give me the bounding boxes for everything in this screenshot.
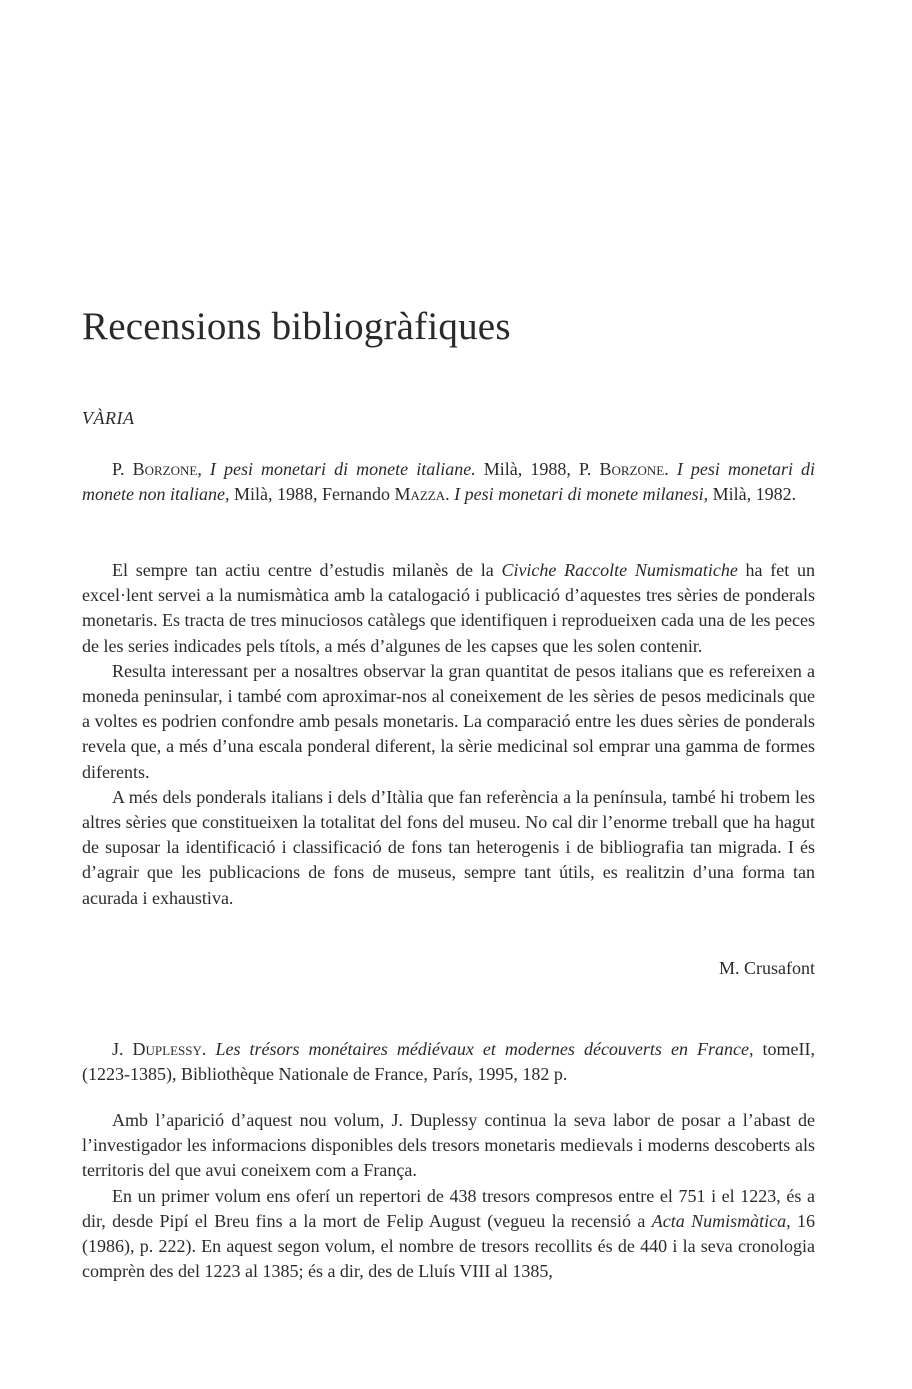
paragraph: Amb l’aparició d’aquest nou volum, J. Duplessy continua la seva labor de posar a l’abast de l’investigador les informacions disponibles dels tresors monetaris medievals i moderns descoberts als territoris del que avui coneixem com a França. (82, 1110, 815, 1181)
page-title: Recensions bibliogràfiques (82, 305, 511, 348)
review-2-reference (82, 1037, 815, 1087)
section-label: VÀRIA (82, 408, 135, 428)
paragraph: En un primer volum ens oferí un repertori de 438 tresors compresos entre el 751 i el 1223, és a dir, desde Pipí el Breu fins a la mort de Felip August (vegueu la recensió a Acta Numismàtica, 16 (1986), p. 222). En aquest segon volum, el nombre de tresors recollits és de 440 i la seva cronologia comprèn des del 1223 al 1385; és a dir, des de Lluís VIII al 1385, (82, 1185, 815, 1282)
reference-text: J. Duplessy. Les trésors monétaires médiévaux et modernes découverts en France, tomeII, (1223-1385), Bibliothèque Nationale de France, París, 1995, 182 p. (82, 1039, 815, 1085)
paragraph: El sempre tan actiu centre d’estudis milanès de la Civiche Raccolte Numismatiche ha fet un excel·lent servei a la numismàtica amb la catalogació i publicació d’aquestes tres sèries de ponderals monetaris. Es tracta de tres minuciosos catàlegs que identifiquen i reprodueixen cada una de les peces de les series indicades pels títols, a més d’algunes de les capses que les solen contenir. (82, 560, 815, 656)
reference-text: P. Borzone, I pesi monetari di monete italiane. Milà, 1988, P. Borzone. I pesi monetari di monete non italiane, Milà, 1988, Fernando Mazza. I pesi monetari di monete milanesi, Milà, 1982. (82, 459, 816, 505)
paragraph: A més dels ponderals italians i dels d’Itàlia que fan referència a la península, també hi trobem les altres sèries que constitueixen la totalitat del fons del museu. No cal dir l’enorme treball que ha hagut de suposar la identificació i classificació de fons tan heterogenis i de bibliografia tan migrada. I és d’agrair que les publicacions de fons de museus, sempre tant útils, es realitzin d’una forma tan acurada i exhaustiva. (82, 786, 815, 908)
review-2-body (82, 1108, 815, 1284)
review-1-body (82, 558, 815, 911)
review-1-reference (82, 457, 815, 507)
paragraph: Resulta interessant per a nosaltres observar la gran quantitat de pesos italians que es refereixen a moneda peninsular, i també com aproximar-nos al coneixement de les sèries de pesos medicinals que a voltes es podrien confondre amb pesals monetaris. La comparació entre les dues sèries de ponderals revela que, a més d’una escala ponderal diferent, la sèrie medicinal sol emprar una gamma de formes diferents. (82, 660, 815, 782)
signature: M. Crusafont (719, 958, 815, 978)
